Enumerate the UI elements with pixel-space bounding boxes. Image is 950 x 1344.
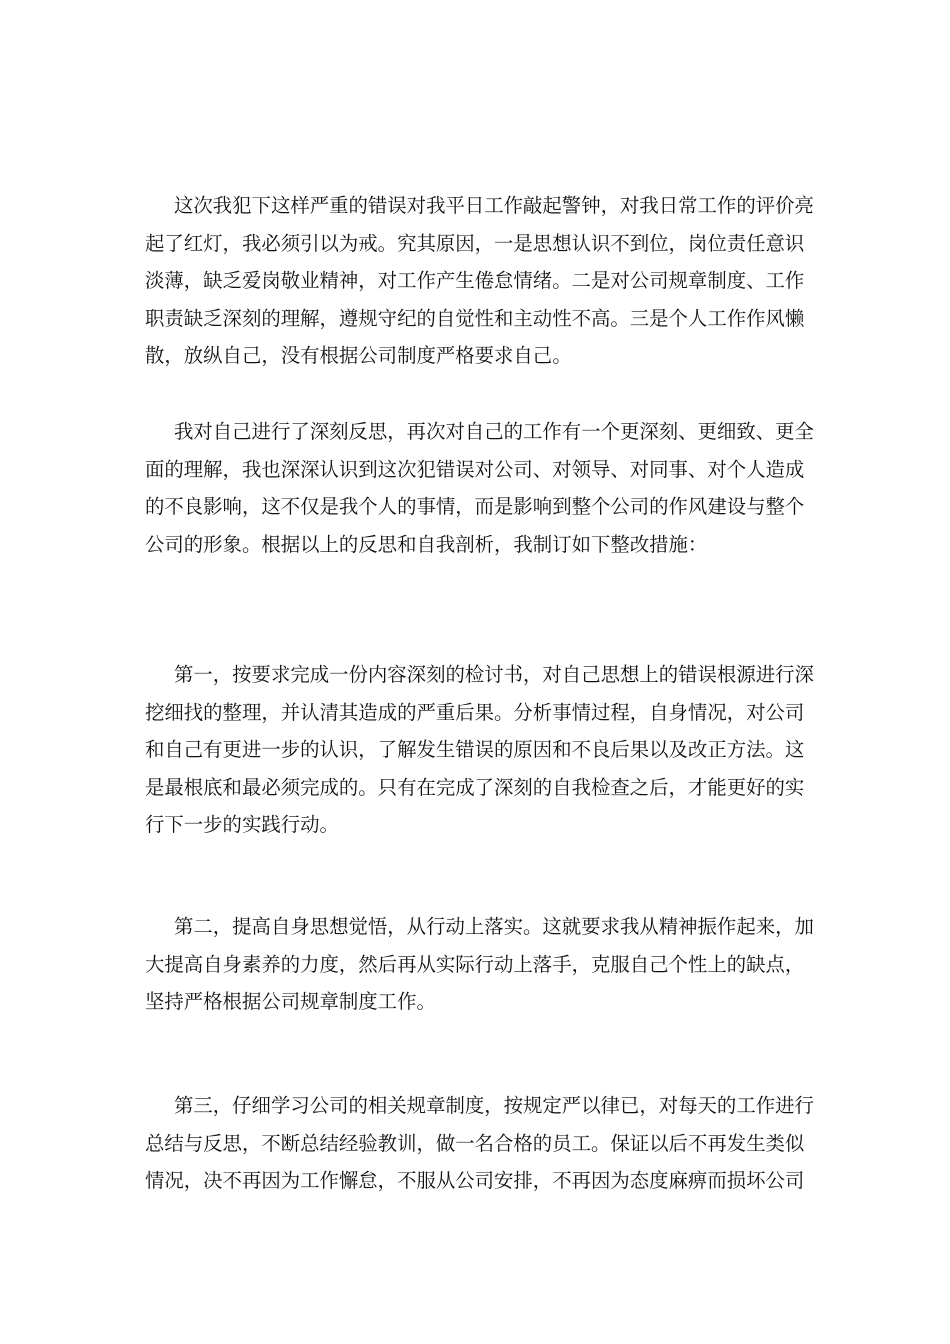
text-line: 我对自己进行了深刻反思，再次对自己的工作有一个更深刻、更细致、更全 bbox=[174, 420, 814, 443]
text-line: 大提高自身素养的力度，然后再从实际行动上落手，克服自己个性上的缺点， bbox=[145, 952, 805, 976]
text-line: 坚持严格根据公司规章制度工作。 bbox=[145, 990, 436, 1013]
paragraph-measure-one bbox=[145, 656, 815, 844]
text-line: 第二，提高自身思想觉悟，从行动上落实。这就要求我从精神振作起来，加 bbox=[174, 915, 814, 938]
text-line: 公司的形象。根据以上的反思和自我剖析，我制订如下整改措施： bbox=[145, 532, 708, 556]
text-line: 这次我犯下这样严重的错误对我平日工作敲起警钟，对我日常工作的评价亮 bbox=[174, 194, 814, 217]
text-line: 第三，仔细学习公司的相关规章制度，按规定严以律已，对每天的工作进行 bbox=[174, 1094, 814, 1117]
text-line: 行下一步的实践行动。 bbox=[145, 813, 339, 836]
text-line: 第一，按要求完成一份内容深刻的检讨书，对自己思想上的错误根源进行深 bbox=[174, 663, 814, 686]
text-line: 和自己有更进一步的认识，了解发生错误的原因和不良后果以及改正方法。这 bbox=[145, 738, 805, 761]
text-line: 挖细找的整理，并认清其造成的严重后果。分析事情过程，自身情况，对公司 bbox=[145, 700, 805, 724]
paragraph-causes bbox=[145, 187, 815, 375]
text-line: 职责缺乏深刻的理解，遵规守纪的自觉性和主动性不高。三是个人工作作风懒 bbox=[145, 306, 805, 330]
paragraph-measure-two bbox=[145, 908, 815, 1021]
paragraph-reflection bbox=[145, 413, 815, 563]
paragraph-measure-three bbox=[145, 1087, 815, 1200]
text-line: 起了红灯，我必须引以为戒。究其原因，一是思想认识不到位，岗位责任意识 bbox=[145, 231, 805, 255]
text-line: 情况，决不再因为工作懈怠，不服从公司安排，不再因为态度麻痹而损坏公司 bbox=[145, 1169, 805, 1192]
text-line: 面的理解，我也深深认识到这次犯错误对公司、对领导、对同事、对个人造成 bbox=[145, 457, 805, 481]
text-line: 是最根底和最必须完成的。只有在完成了深刻的自我检查之后，才能更好的实 bbox=[145, 775, 805, 799]
text-line: 淡薄，缺乏爱岗敬业精神，对工作产生倦怠情绪。二是对公司规章制度、工作 bbox=[145, 269, 805, 292]
text-line: 的不良影响，这不仅是我个人的事情，而是影响到整个公司的作风建设与整个 bbox=[145, 495, 805, 518]
text-line: 总结与反思，不断总结经验教训，做一名合格的员工。保证以后不再发生类似 bbox=[145, 1131, 805, 1155]
text-line: 散，放纵自己，没有根据公司制度严格要求自己。 bbox=[145, 344, 572, 367]
